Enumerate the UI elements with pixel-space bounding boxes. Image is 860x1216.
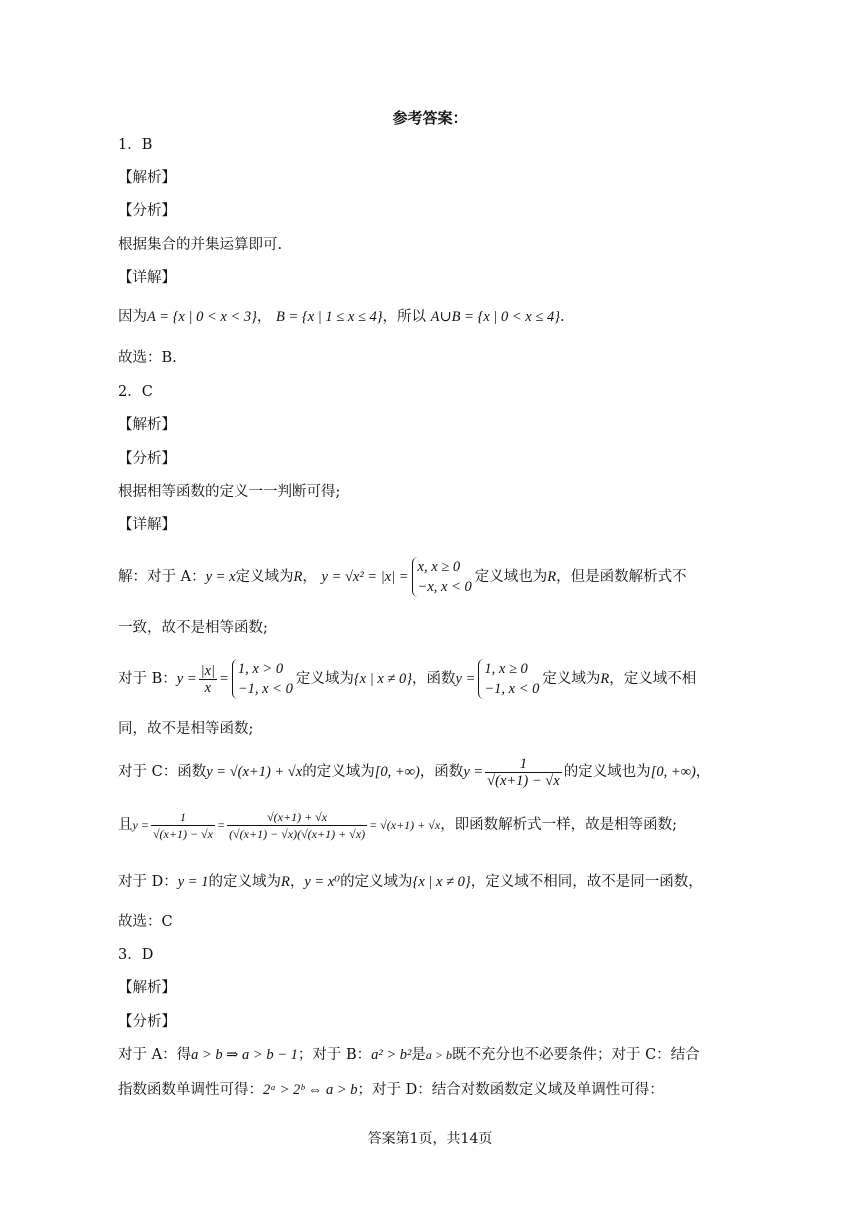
formula: {x | x ≠ 0} [412,874,471,890]
text: ，函数 [412,671,456,687]
text: 对于 A：得 [118,1047,192,1063]
formula-r: R [547,569,557,585]
formula: y = √x² = |x| = [321,569,409,585]
q1-fenxi-heading: 【分析】 [118,203,176,219]
text: 的定义域也为 [563,764,651,780]
case-line: −x, x < 0 [417,579,472,595]
numerator: |x| [200,662,216,679]
formula-union: A∪B = {x | 0 < x ≤ 4} [430,309,560,325]
q2-option-a-line [118,555,687,599]
formula: a² > b² [371,1047,412,1063]
piecewise-cases [232,659,293,699]
text: 对于 B： [118,671,177,687]
text: ，定义域不相 [609,671,697,687]
q2-fenxi-text: 根据相等函数的定义一一判断可得; [118,484,341,500]
text: 定义域为 [235,569,294,585]
case-line: 1, x ≥ 0 [484,661,528,677]
numerator: 1 [151,809,215,826]
q1-number: 1．B [118,137,153,153]
text: ， [256,309,272,325]
formula-domain: [0, +∞) [650,764,696,780]
formula-r: R [600,671,610,687]
formula-a-set: A = {x | 0 < x < 3} [147,309,257,325]
formula-r: R [280,874,290,890]
text: 定义域为 [542,671,601,687]
formula-r: R [293,569,303,585]
q2-fenxi-heading: 【分析】 [118,451,176,467]
formula: y = x [205,569,236,585]
text: 对于 D： [118,874,178,890]
case-line: −1, x < 0 [237,681,293,697]
q1-xiangjie-heading: 【详解】 [118,270,176,286]
q3-analysis-line2 [118,1080,664,1100]
text: ，函数 [419,764,464,780]
text: ，定义域不相同，故不是同一函数， [470,874,703,890]
page-footer: 答案第1页，共14页 [367,1131,493,1147]
q2-option-c-line: 对于 C：函数y = √(x+1) + √x的定义域为[0, +∞)，函数y = $\frac{1}{√(x+1) - √x}$ 的定义域也为[0, +∞)， [118,755,711,789]
fraction [485,756,562,789]
text: 定义域为 [295,671,354,687]
text: 指数函数单调性可得： [118,1082,263,1098]
text: ， [289,874,305,890]
q3-jiexi-heading: 【解析】 [118,980,176,996]
text: 定义域也为 [474,569,548,585]
q2-number: 2．C [118,384,153,400]
text: ；对于 B： [297,1047,372,1063]
case-line: 1, x > 0 [237,661,284,677]
q2-option-b-line: 对于 B：y = $\frac{|x|}{x}$ = 1, x > 0 −1, x < 0 定义域为{x | x ≠ 0}，函数y = 1, x ≥ 0 −1, x < 0 定义域为R，定义域不相 [118,661,697,697]
q2-answer: 故选：C [118,914,173,930]
q2-option-b-line2: 同，故不是相等函数; [118,721,254,737]
q3-analysis-line1 [118,1045,700,1065]
page-title: 参考答案： [392,109,468,127]
text: ，所以 [382,309,427,325]
text: ，但是函数解析式不 [556,569,687,585]
text: 且 [118,817,133,833]
text: 的定义域为 [340,874,413,890]
denominator: (√(x+1) − √x)(√(x+1) + √x) [229,826,366,841]
piecewise-cases [478,659,539,699]
denominator: √(x+1) − √x [487,772,560,789]
text: ， [302,569,317,585]
numerator: √(x+1) + √x [227,809,367,826]
text: 解：对于 A： [118,569,206,585]
q2-option-a-line2: 一致，故不是相等函数; [118,620,268,636]
q1-jiexi-heading: 【解析】 [118,170,176,186]
text: 是 [411,1047,426,1063]
formula: a > b ⇒ a > b − 1 [191,1047,298,1063]
q2-jiexi-heading: 【解析】 [118,417,176,433]
text: ；对于 D：结合对数函数定义域及单调性可得： [357,1082,664,1098]
text: 因为 [118,309,147,325]
fraction [227,809,367,842]
formula-domain: [0, +∞) [374,764,420,780]
numerator: 1 [485,756,562,773]
text: 的定义域为 [208,874,281,890]
case-line: x, x ≥ 0 [417,559,461,575]
formula: y = x⁰ [304,874,341,890]
q3-fenxi-heading: 【分析】 [118,1014,176,1030]
formula: = √(x+1) + √x [369,818,441,832]
q2-xiangjie-heading: 【详解】 [118,517,176,533]
text: ， [695,764,711,780]
text: . [560,309,565,325]
formula-b-set: B = {x | 1 ≤ x ≤ 4} [276,309,383,325]
case-line: −1, x < 0 [484,681,540,697]
formula: 2ᵃ > 2ᵇ ⇔ a > b [263,1082,358,1098]
piecewise-cases [412,557,472,597]
formula: y = √(x+1) + √x [206,764,303,780]
text: ，即函数解析式一样，故是相等函数; [440,817,678,833]
formula: y = 1 [177,874,209,890]
q3-number: 3．D [118,947,154,963]
fraction [151,809,215,842]
q1-detail-line [118,307,565,327]
q1-answer: 故选：B. [118,350,177,366]
denominator: √(x+1) − √x [152,826,213,841]
q2-option-d-line [118,872,703,892]
formula: a > b [425,1048,452,1062]
text: 对于 C：函数 [118,764,207,780]
denominator: x [204,679,212,696]
formula: {x | x ≠ 0} [353,671,413,687]
text: 既不充分也不必要条件；对于 C：结合 [451,1047,700,1063]
text: 的定义域为 [302,764,375,780]
q2-option-c-line2: 且y = $\frac{1}{√(x+1) - √x}$ = $\frac{√(x+1) + √x}{(√(x+1) - √x)(√(x+1) + √x)}$ = √(x+1) + √x，即函数解析式一样，故是相等函数; [118,809,678,841]
q1-fenxi-text: 根据集合的并集运算即可. [118,237,283,253]
fraction [199,663,217,696]
